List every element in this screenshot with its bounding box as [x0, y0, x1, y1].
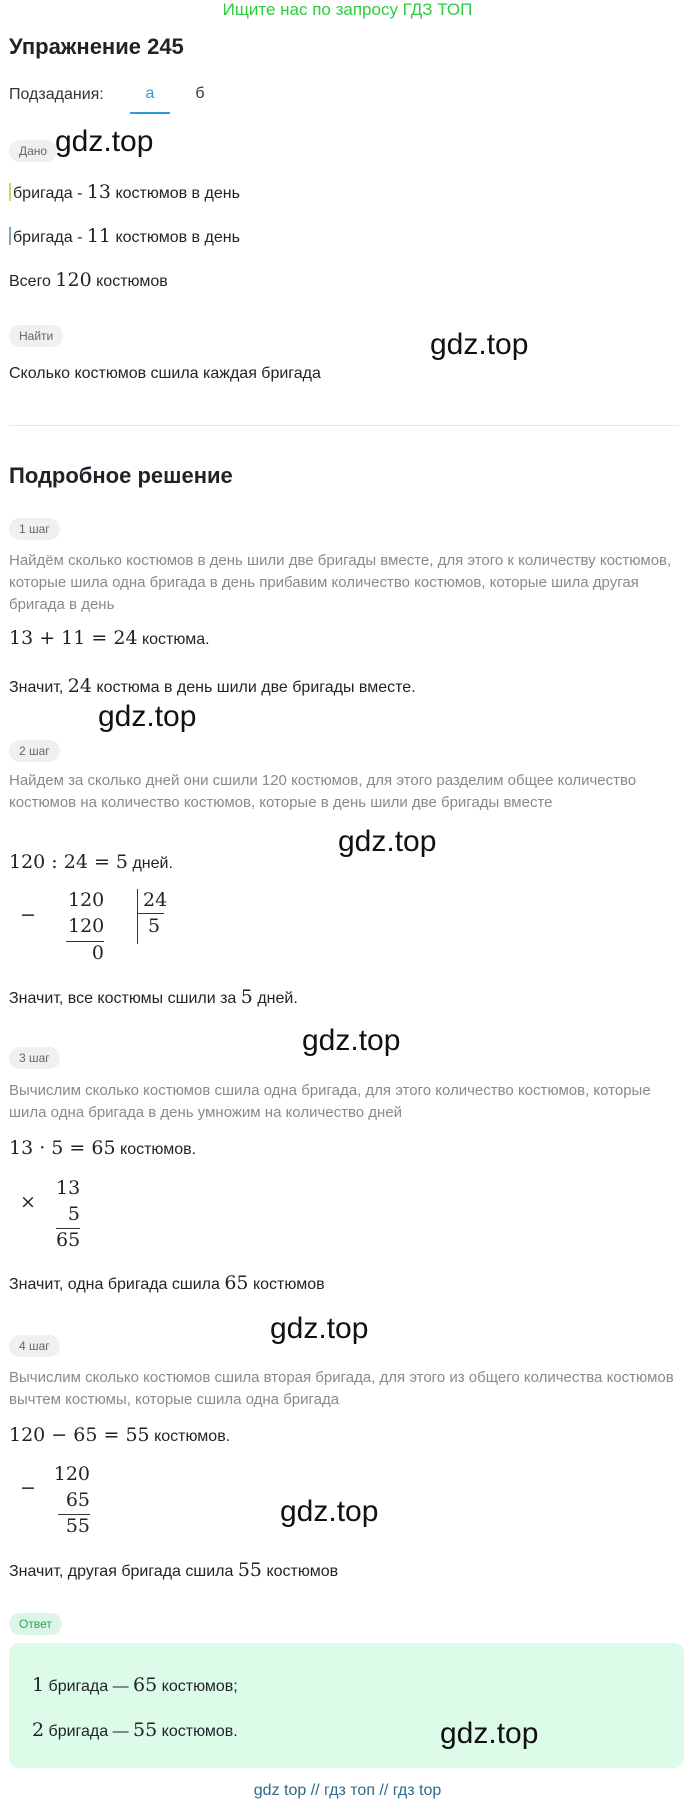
tab-subtask-b[interactable]: б: [195, 85, 205, 102]
answer-line-2-suffix: костюмов.: [157, 1723, 238, 1740]
step-1-formula: 13 + 11 = 24: [9, 627, 138, 649]
given-line-3-num: 120: [55, 269, 92, 291]
given-line-1-prefix: бригада -: [13, 185, 87, 202]
given-line-1: [9, 181, 240, 203]
mult-top: 13: [56, 1177, 81, 1199]
footer-links[interactable]: gdz top // гдз топ // гдз top: [253, 1782, 442, 1799]
division-divisor: 24: [143, 889, 168, 911]
step-3-conclusion-num: 65: [224, 1272, 249, 1294]
step-1-formula-suffix: костюма.: [137, 631, 210, 648]
step-2-explanation: Найдем за сколько дней они сшили 120 костюмов, для этого разделим общее количество костюмов на количество костюмов, которые в день шили две бригады вместе: [9, 772, 637, 811]
divider: [9, 425, 679, 426]
step-3-conclusion-suffix: костюмов: [248, 1276, 325, 1293]
given-line-2-num: 11: [86, 225, 112, 247]
find-badge: Найти: [9, 325, 63, 347]
step-1-conclusion: [9, 675, 416, 697]
step-2-conclusion-suffix: дней.: [252, 990, 298, 1007]
step-3-formula-suffix: костюмов.: [115, 1141, 197, 1158]
marker-bar: [9, 183, 11, 201]
step-2-formula-suffix: дней.: [128, 855, 173, 872]
answer-line-1-suffix: костюмов;: [157, 1678, 238, 1695]
given-line-2-prefix: бригада -: [13, 229, 87, 246]
subtasks-label: Подзадания:: [9, 86, 104, 103]
search-banner: Ищите нас по запросу ГДЗ ТОП: [222, 0, 473, 19]
step-1-badge: 1 шаг: [9, 518, 60, 540]
step-3-explanation: Вычислим сколько костюмов сшила одна бригада, для этого количество костюмов, которые шила одна бригада в день умножим на количество дней: [9, 1082, 651, 1121]
answer-line-1-val: 65: [133, 1674, 158, 1696]
step-2-conclusion-num: 5: [240, 986, 253, 1008]
step-4-formula: 120 − 65 = 55: [9, 1424, 150, 1446]
watermark: gdz.top: [440, 1717, 539, 1750]
step-1-formula-line: [9, 627, 210, 649]
step-3-formula: 13 · 5 = 65: [9, 1137, 116, 1159]
step-4-conclusion-num: 55: [237, 1559, 263, 1581]
step-1-conclusion-suffix: костюма в день шили две бригады вместе.: [91, 679, 416, 696]
watermark: gdz.top: [430, 328, 529, 361]
mult-result: 65: [56, 1229, 81, 1251]
sub-bottom: 65: [65, 1489, 90, 1511]
sub-result: 55: [65, 1515, 90, 1537]
watermark: gdz.top: [338, 825, 437, 858]
watermark: gdz.top: [280, 1495, 379, 1528]
step-2-formula-line: [9, 851, 173, 873]
division-quotient: 5: [148, 915, 161, 937]
watermark: gdz.top: [98, 700, 197, 733]
step-2-conclusion: [9, 986, 298, 1008]
page-title: Упражнение 245: [9, 34, 184, 59]
answer-badge: Ответ: [9, 1613, 62, 1635]
answer-line-2-num: 2: [32, 1719, 45, 1741]
given-line-3-suffix: костюмов: [91, 273, 168, 290]
given-line-2: [9, 225, 240, 247]
step-3-badge: 3 шаг: [9, 1047, 60, 1069]
division-subtract: 120: [68, 915, 105, 937]
answer-box: [9, 1643, 684, 1768]
given-line-1-suffix: костюмов в день: [111, 185, 240, 202]
watermark: gdz.top: [55, 125, 154, 158]
division-vertical-line: [137, 889, 138, 944]
division-dividend: 120: [68, 889, 105, 911]
step-4-conclusion: [9, 1559, 338, 1581]
step-2-formula: 120 : 24 = 5: [9, 851, 129, 873]
step-4-explanation: Вычислим сколько костюмов сшила вторая бригада, для этого из общего количества костюмов вычтем костюмы, которые сшила одна бригада: [9, 1369, 674, 1408]
answer-line-1: [32, 1674, 238, 1696]
step-4-badge: 4 шаг: [9, 1335, 60, 1357]
answer-line-2-val: 55: [133, 1719, 158, 1741]
step-4-formula-line: [9, 1424, 230, 1446]
given-line-3: [9, 269, 168, 291]
answer-line-2: [32, 1719, 238, 1741]
find-text: Сколько костюмов сшила каждая бригада: [9, 365, 321, 382]
solution-title: Подробное решение: [9, 463, 233, 488]
given-badge: Дано: [9, 140, 57, 162]
sub-top: 120: [53, 1463, 90, 1485]
given-line-1-num: 13: [86, 181, 112, 203]
watermark: gdz.top: [302, 1024, 401, 1057]
step-4-conclusion-suffix: костюмов: [262, 1563, 339, 1580]
marker-bar: [9, 227, 11, 245]
step-1-conclusion-num: 24: [67, 675, 92, 697]
division-remainder: 0: [91, 942, 104, 964]
division-divisor-underline: [138, 913, 164, 914]
given-line-3-prefix: Всего: [9, 273, 56, 290]
watermark: gdz.top: [270, 1312, 369, 1345]
answer-line-1-text: бригада —: [44, 1678, 134, 1695]
step-4-formula-suffix: костюмов.: [149, 1428, 231, 1445]
step-1-explanation: Найдём сколько костюмов в день шили две бригады вместе, для этого к количеству костюмов, которые шила одна бригада в день прибавим количество костюмов, которые шила другая бригада в день: [9, 552, 672, 613]
given-line-2-suffix: костюмов в день: [111, 229, 240, 246]
division-minus: −: [20, 904, 36, 926]
mult-bottom: 5: [67, 1203, 80, 1225]
step-4-conclusion-prefix: Значит, другая бригада сшила: [9, 1563, 238, 1580]
answer-line-1-num: 1: [32, 1674, 45, 1696]
mult-sign: ×: [20, 1191, 36, 1213]
tab-subtask-a[interactable]: а: [130, 82, 170, 114]
step-3-conclusion: [9, 1272, 325, 1294]
step-3-conclusion-prefix: Значит, одна бригада сшила: [9, 1276, 225, 1293]
step-2-badge: 2 шаг: [9, 740, 60, 762]
step-2-conclusion-prefix: Значит, все костюмы сшили за: [9, 990, 241, 1007]
step-3-formula-line: [9, 1137, 196, 1159]
answer-line-2-text: бригада —: [44, 1723, 134, 1740]
step-1-conclusion-prefix: Значит,: [9, 679, 68, 696]
sub-sign: −: [20, 1477, 36, 1499]
